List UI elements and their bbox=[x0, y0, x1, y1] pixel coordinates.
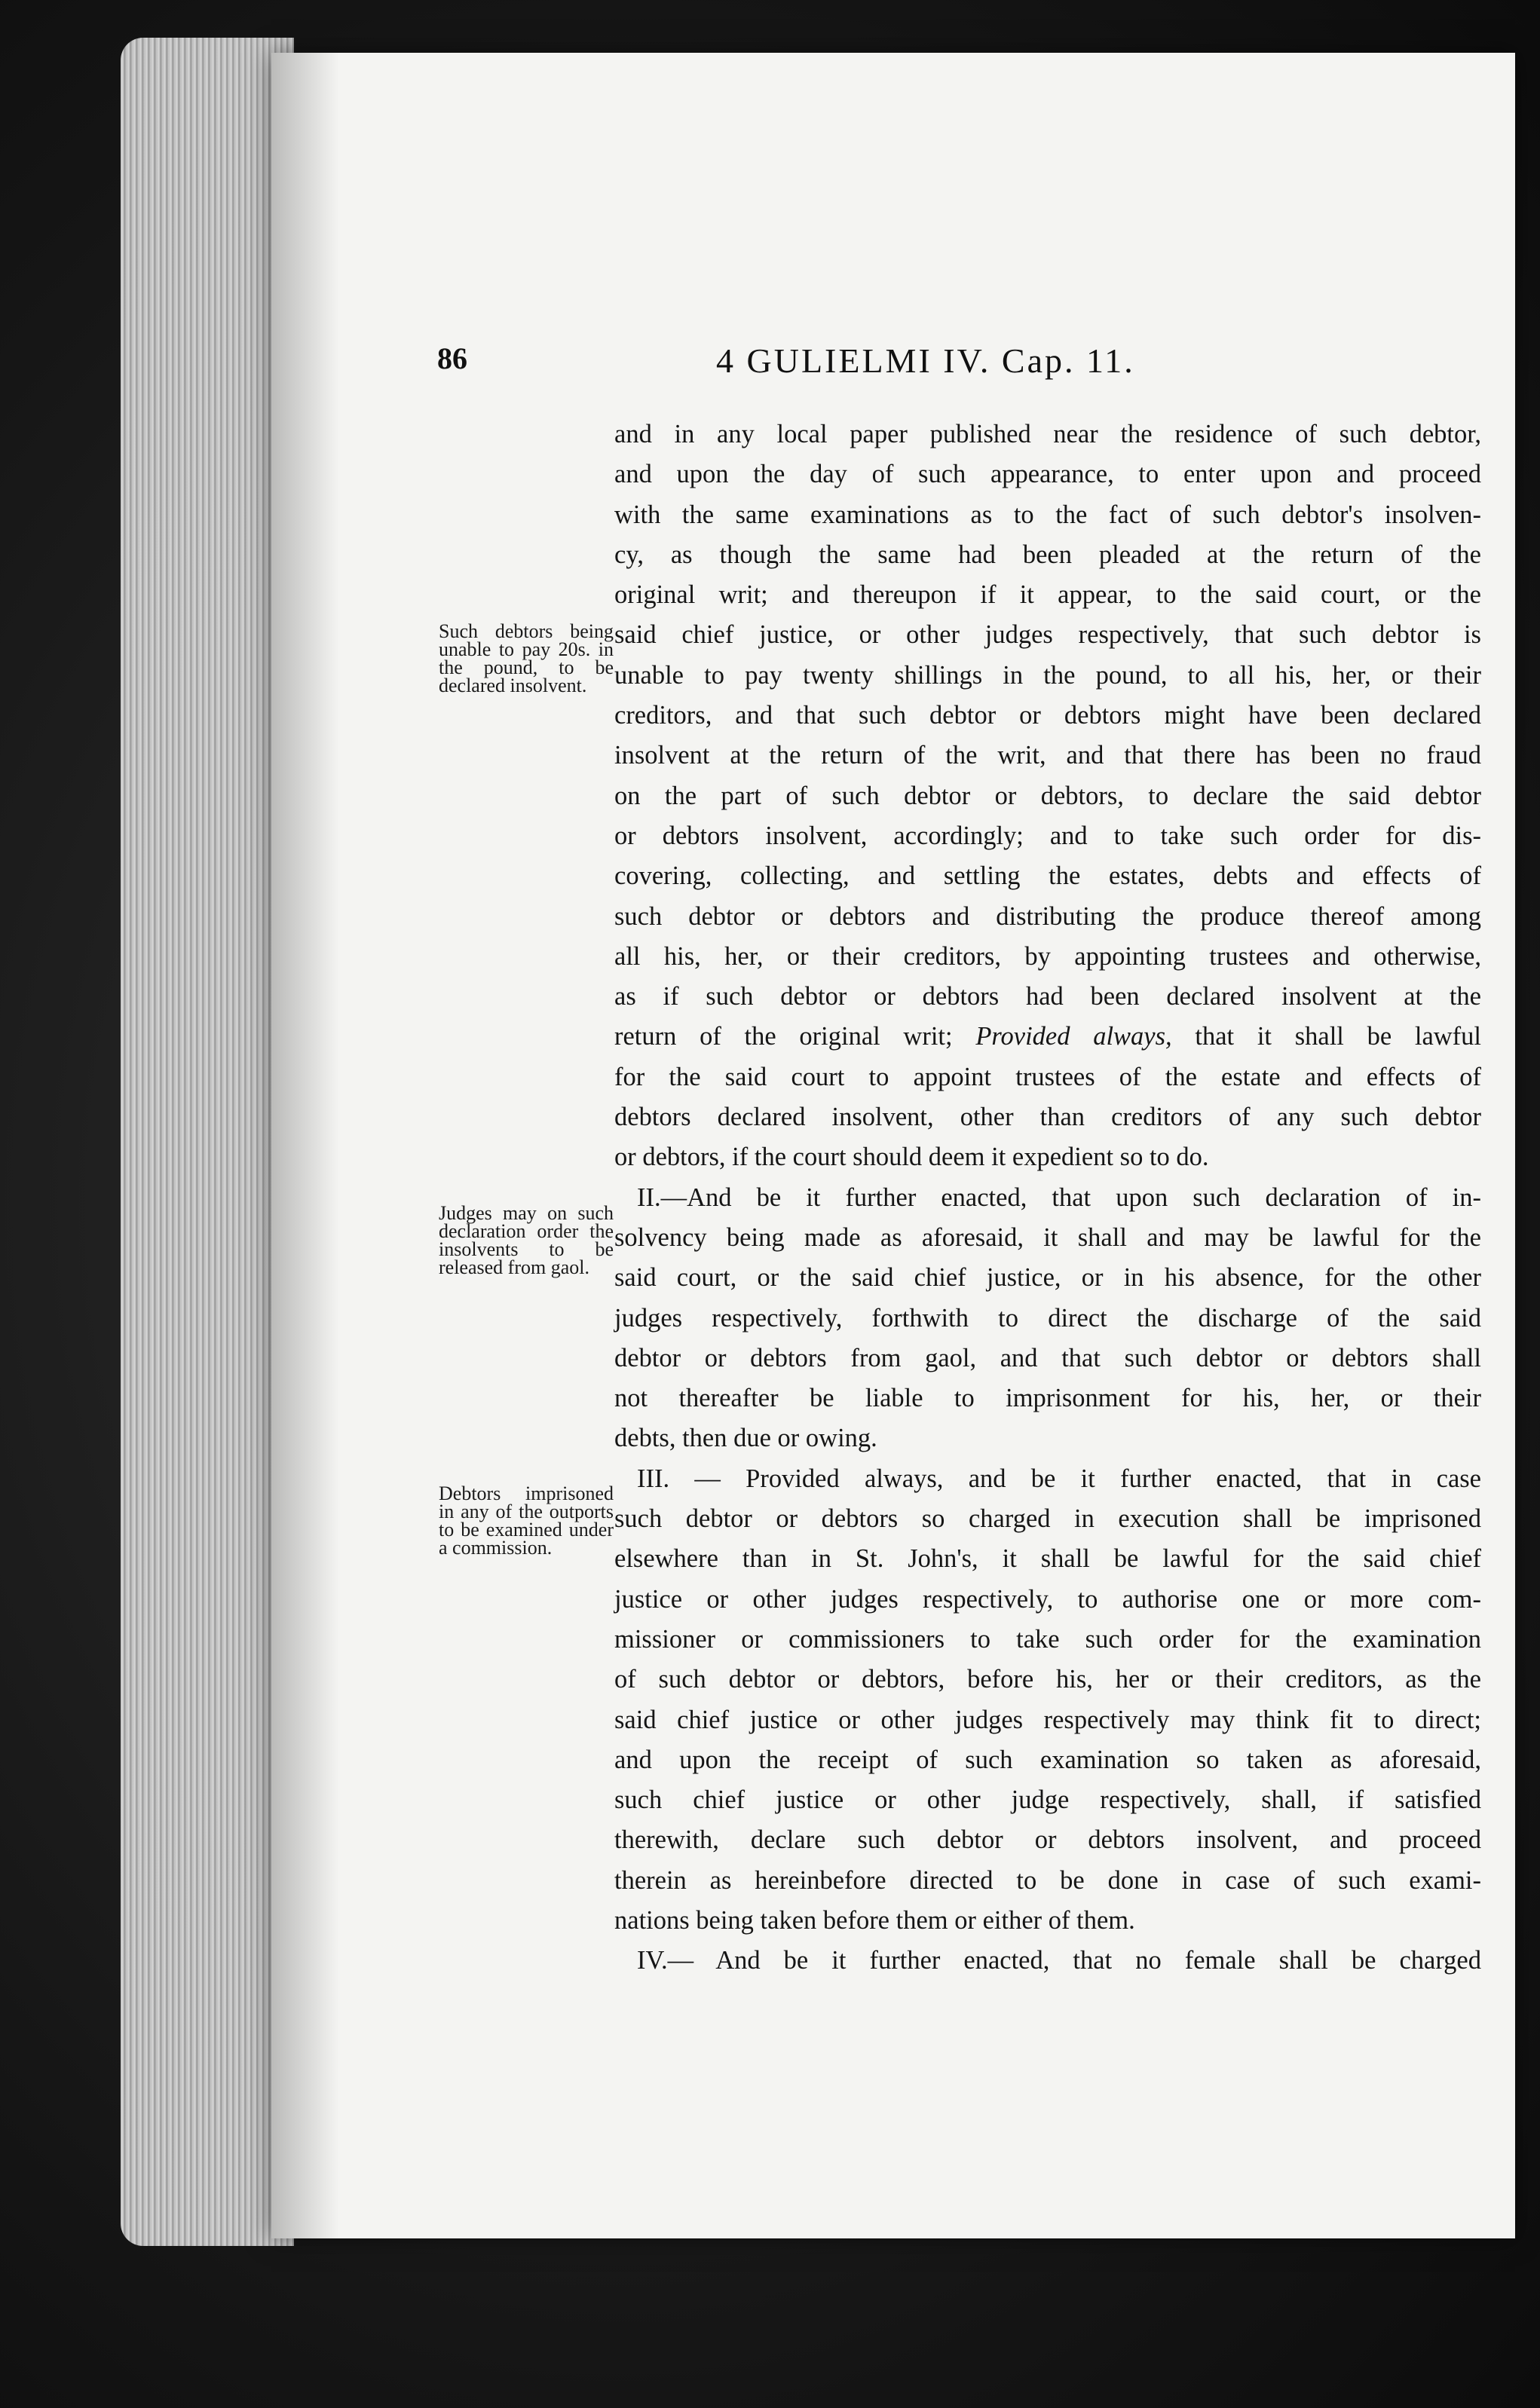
section-ii-start: II.—And be it further enacted, that upon such declaration of in- bbox=[637, 1183, 1481, 1212]
text-line: said chief justice or other judges respectively may think fit to direct; bbox=[614, 1705, 1481, 1734]
text-line: or debtors insolvent, accordingly; and to take such order for dis- bbox=[614, 821, 1481, 850]
margin-note-release: Judges may on such declaration order the insolvents to be released from gaol. bbox=[439, 1202, 614, 1278]
text-line: justice or other judges respectively, to authorise one or more com- bbox=[614, 1584, 1481, 1614]
text-line: therewith, declare such debtor or debtors insolvent, and proceed bbox=[614, 1825, 1481, 1855]
text-line: and upon the receipt of such examination so taken as aforesaid, bbox=[614, 1745, 1481, 1774]
text-line: for the said court to appoint trustees of the estate and effects of bbox=[614, 1062, 1481, 1091]
text-line: or debtors, if the court should deem it expedient so to do. bbox=[614, 1143, 1209, 1172]
text-line: not thereafter be liable to imprisonment for his, her, or their bbox=[614, 1384, 1481, 1413]
italic-proviso: Provided always, bbox=[975, 1022, 1172, 1051]
section-iii-start: III. — Provided always, and be it further enacted, that in case bbox=[637, 1464, 1481, 1493]
text-line: missioner or commissioners to take such order for the examination bbox=[614, 1624, 1481, 1654]
text-run: that it shall be lawful bbox=[1195, 1022, 1482, 1051]
text-line: judges respectively, forthwith to direct the discharge of the said bbox=[614, 1303, 1481, 1333]
text-line: therein as hereinbefore directed to be done in case of such exami- bbox=[614, 1865, 1481, 1895]
text-line: as if such debtor or debtors had been declared insolvent at the bbox=[614, 982, 1481, 1011]
text-line: debts, then due or owing. bbox=[614, 1424, 877, 1453]
running-head bbox=[437, 341, 1493, 393]
text-line: on the part of such debtor or debtors, to declare the said debtor bbox=[614, 781, 1481, 810]
page-edges bbox=[121, 38, 294, 2246]
gutter-shadow bbox=[271, 53, 339, 2238]
text-line: all his, her, or their creditors, by appointing trustees and otherwise, bbox=[614, 941, 1481, 971]
text-line: said court, or the said chief justice, or in his absence, for the other bbox=[614, 1263, 1481, 1293]
text-line: debtor or debtors from gaol, and that such debtor or debtors shall bbox=[614, 1343, 1481, 1372]
text-line: and in any local paper published near the residence of such debtor, bbox=[614, 420, 1481, 448]
text-line: creditors, and that such debtor or debtors might have been declared bbox=[614, 701, 1481, 730]
page-number: 86 bbox=[437, 341, 467, 375]
text-line: elsewhere than in St. John's, it shall be lawful for the said chief bbox=[614, 1544, 1481, 1574]
text-line: solvency being made as aforesaid, it shall and may be lawful for the bbox=[614, 1222, 1481, 1252]
body-text bbox=[614, 415, 1481, 1981]
margin-note-outports: Debtors imprisoned in any of the outports to be examined under a commission. bbox=[439, 1482, 614, 1559]
text-line: and upon the day of such appearance, to enter upon and proceed bbox=[614, 460, 1481, 489]
text-line: such debtor or debtors and distributing the produce thereof among bbox=[614, 901, 1481, 931]
text-line: of such debtor or debtors, before his, her or their creditors, as the bbox=[614, 1665, 1481, 1694]
text-line: unable to pay twenty shillings in the pound, to all his, her, or their bbox=[614, 660, 1481, 690]
text-line: such chief justice or other judge respectively, shall, if satisfied bbox=[614, 1785, 1481, 1815]
text-line: original writ; and thereupon if it appear, to the said court, or the bbox=[614, 580, 1481, 610]
text-line: cy, as though the same had been pleaded at the return of the bbox=[614, 540, 1481, 569]
text-line: nations being taken before them or either of them. bbox=[614, 1905, 1135, 1935]
text-line: said chief justice, or other judges respectively, that such debtor is bbox=[614, 620, 1481, 650]
text-line-proviso bbox=[614, 1017, 1481, 1057]
text-line: covering, collecting, and settling the estates, debts and effects of bbox=[614, 861, 1481, 891]
section-iv-start: IV.— And be it further enacted, that no female shall be charged bbox=[637, 1946, 1481, 1975]
running-title: 4 GULIELMI IV. Cap. 11. bbox=[716, 341, 1135, 380]
text-line: insolvent at the return of the writ, and that there has been no fraud bbox=[614, 741, 1481, 770]
text-line: such debtor or debtors so charged in execution shall be imprisoned bbox=[614, 1504, 1481, 1534]
text-run: return of the original writ; bbox=[614, 1022, 953, 1051]
text-line: debtors declared insolvent, other than creditors of any such debtor bbox=[614, 1103, 1481, 1132]
margin-note-insolvent: Such debtors being unable to pay 20s. in the pound, to be declared insolvent. bbox=[439, 620, 614, 696]
text-line: with the same examinations as to the fact of such debtor's insolven- bbox=[614, 500, 1481, 529]
